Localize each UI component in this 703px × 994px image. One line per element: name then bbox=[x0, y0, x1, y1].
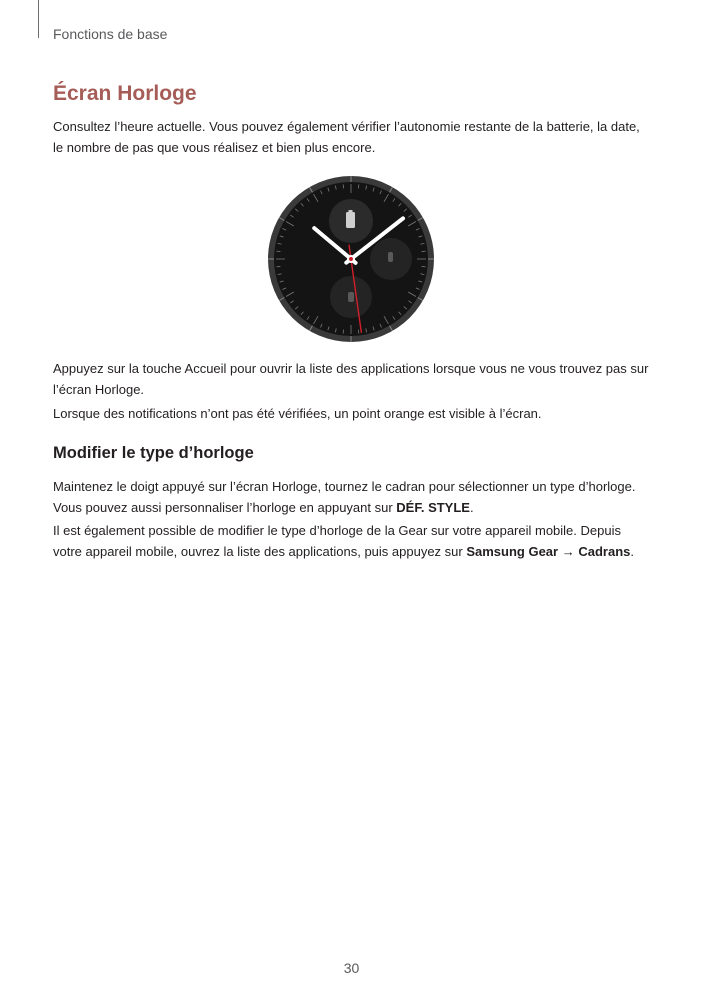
arrow-separator: → bbox=[558, 544, 579, 559]
def-style-label: DÉF. STYLE bbox=[396, 500, 470, 515]
section-label: Fonctions de base bbox=[53, 26, 168, 42]
side-rule bbox=[38, 0, 39, 38]
battery-icon bbox=[346, 212, 355, 228]
paragraph-text: . bbox=[630, 544, 634, 559]
battery-cap bbox=[349, 210, 353, 212]
intro-paragraph: Consultez l’heure actuelle. Vous pouvez également vérifier l’autonomie restante de la batterie, la date, le nombre de pas que vous réalisez et bien plus encore. bbox=[53, 119, 640, 155]
watch-face-svg bbox=[267, 175, 435, 343]
samsung-gear-label: Samsung Gear bbox=[466, 544, 559, 559]
bottom-icon bbox=[348, 292, 354, 302]
paragraph-text: . bbox=[469, 500, 474, 515]
home-key-paragraph: Appuyez sur la touche Accueil pour ouvrir la liste des applications lorsque vous ne vous trouvez pas sur l’écran Horloge. bbox=[53, 361, 649, 397]
paragraph-text: Maintenez le doigt appuyé sur l’écran Horloge, tournez le cadran pour sélectionner un type d’horloge. Vous pouvez aussi personnaliser l’horloge en appuyant sur bbox=[53, 479, 636, 515]
change-clock-paragraph bbox=[53, 476, 653, 518]
page-title: Écran Horloge bbox=[53, 82, 197, 105]
cadrans-label: Cadrans bbox=[578, 544, 631, 559]
hand-pivot-center bbox=[349, 257, 353, 261]
paragraph-text: Il est également possible de modifier le type d’horloge de la Gear sur votre appareil mobile. Depuis votre appareil mobile, ouvrez la liste des applications, puis appuyez sur bbox=[53, 523, 621, 559]
subsection-title: Modifier le type d’horloge bbox=[53, 444, 254, 462]
mobile-paragraph bbox=[53, 520, 653, 562]
page-number: 30 bbox=[343, 960, 360, 976]
steps-icon bbox=[388, 252, 393, 262]
notification-paragraph: Lorsque des notifications n’ont pas été vérifiées, un point orange est visible à l’écran. bbox=[53, 406, 542, 421]
watch-face-image bbox=[267, 175, 435, 343]
